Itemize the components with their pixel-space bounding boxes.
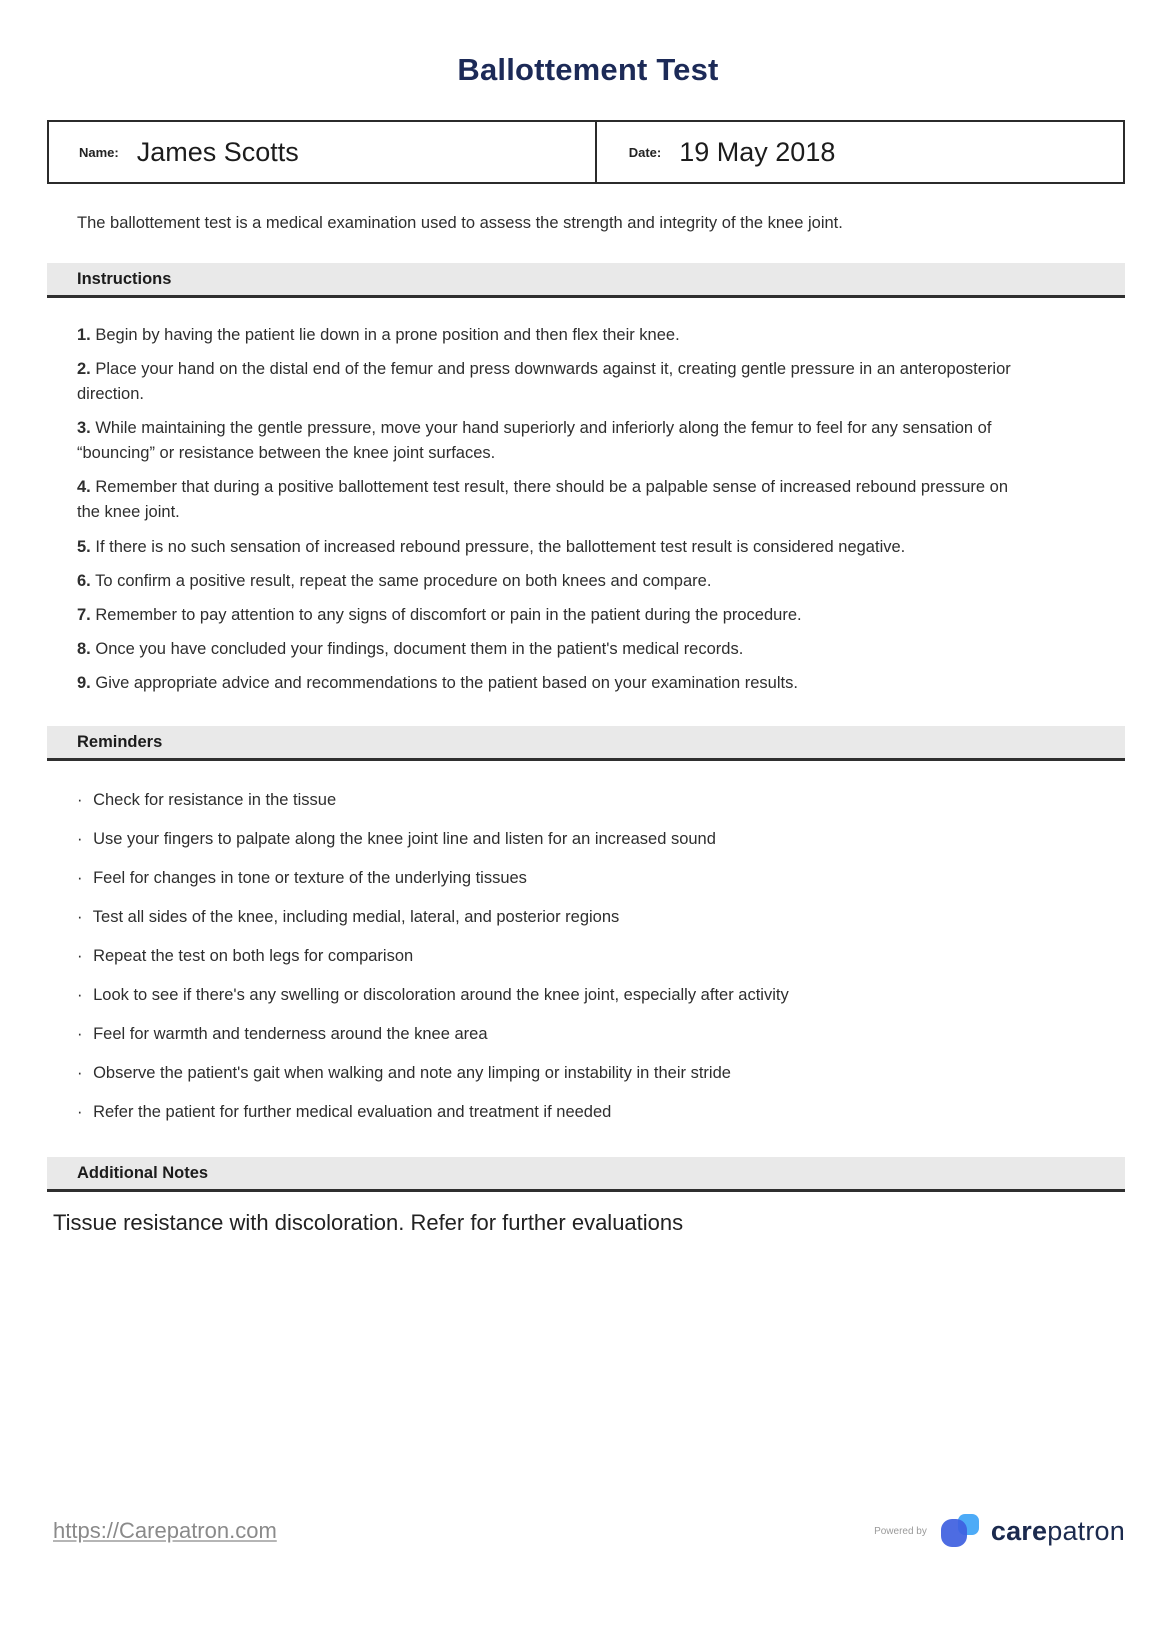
reminder-item <box>77 941 1030 971</box>
reminder-text: Repeat the test on both legs for comparison <box>93 947 414 965</box>
carepatron-wordmark <box>991 1516 1125 1547</box>
instruction-item <box>77 671 1030 696</box>
carepatron-brand <box>874 1514 1125 1548</box>
page-title: Ballottement Test <box>457 52 719 87</box>
instruction-text: If there is no such sensation of increased rebound pressure, the ballottement test result is considered negative. <box>95 537 906 556</box>
instructions-list <box>77 323 1030 696</box>
instruction-text: Begin by having the patient lie down in a prone position and then flex their knee. <box>95 326 680 344</box>
name-value: James Scotts <box>136 136 299 167</box>
reminder-text: Feel for changes in tone or texture of the underlying tissues <box>93 868 527 887</box>
instruction-text: Place your hand on the distal end of the femur and press downwards against it, creating gentle pressure in an anteroposterior direction. <box>77 360 1011 404</box>
reminder-item <box>77 902 1030 932</box>
instruction-number: 4. <box>77 478 91 497</box>
date-label: Date: <box>628 144 662 160</box>
instruction-number: 1. <box>77 326 91 344</box>
instruction-text: Remember to pay attention to any signs of discomfort or pain in the patient during the procedure. <box>95 605 802 624</box>
instruction-text: Give appropriate advice and recommendations to the patient based on your examination results. <box>95 673 798 692</box>
reminder-text: Refer the patient for further medical evaluation and treatment if needed <box>93 1103 612 1122</box>
instruction-text: To confirm a positive result, repeat the same procedure on both knees and compare. <box>95 571 712 590</box>
patient-info-table <box>47 120 1125 184</box>
reminder-text: Check for resistance in the tissue <box>93 790 337 809</box>
intro-paragraph: The ballottement test is a medical examination used to assess the strength and integrity of the knee joint. <box>77 214 843 232</box>
reminder-item <box>77 980 1030 1010</box>
instruction-number: 3. <box>77 419 91 438</box>
reminder-item <box>77 1097 1030 1127</box>
section-heading-additional-notes: Additional Notes <box>47 1157 1125 1192</box>
instruction-item <box>77 323 1030 348</box>
bullet-icon: · <box>77 1025 83 1044</box>
bullet-icon: · <box>77 868 83 887</box>
reminder-item <box>77 824 1030 854</box>
instruction-item <box>77 416 1030 466</box>
instruction-number: 6. <box>77 571 91 590</box>
bullet-icon: · <box>77 947 83 965</box>
brand-care: care <box>990 1515 1048 1546</box>
instruction-item <box>77 637 1030 662</box>
bullet-icon: · <box>77 1064 83 1083</box>
name-field <box>49 122 597 182</box>
reminder-text: Observe the patient's gait when walking and note any limping or instability in their stride <box>93 1064 731 1083</box>
additional-notes-text: Tissue resistance with discoloration. Refer for further evaluations <box>53 1210 684 1236</box>
bullet-icon: · <box>77 1103 83 1122</box>
powered-by-label: Powered by <box>874 1525 927 1537</box>
date-value: 19 May 2018 <box>679 136 836 167</box>
instruction-item <box>77 603 1030 628</box>
instruction-item <box>77 535 1030 560</box>
bullet-icon: · <box>77 986 83 1005</box>
reminder-text: Test all sides of the knee, including medial, lateral, and posterior regions <box>92 907 620 926</box>
bullet-icon: · <box>77 829 83 848</box>
bullet-icon: · <box>77 907 83 926</box>
instruction-text: Remember that during a positive ballottement test result, there should be a palpable sense of increased rebound pressure on the knee joint. <box>77 478 1008 522</box>
reminder-text: Feel for warmth and tenderness around the knee area <box>93 1025 488 1044</box>
instruction-number: 5. <box>77 537 91 556</box>
page-footer <box>53 1505 1125 1557</box>
brand-patron: patron <box>1047 1515 1125 1546</box>
reminders-list <box>77 785 1030 1127</box>
date-field <box>597 122 1123 182</box>
instruction-number: 9. <box>77 673 91 692</box>
carepatron-link[interactable]: https://Carepatron.com <box>53 1518 277 1543</box>
instruction-number: 2. <box>77 360 91 379</box>
instruction-number: 8. <box>77 639 91 658</box>
reminder-item <box>77 1058 1030 1088</box>
section-heading-reminders: Reminders <box>47 726 1125 761</box>
instruction-text: Once you have concluded your findings, document them in the patient's medical records. <box>95 639 744 658</box>
instruction-item <box>77 475 1030 525</box>
instruction-item <box>77 357 1030 407</box>
reminder-item <box>77 785 1030 815</box>
name-label: Name: <box>79 144 119 160</box>
instruction-item <box>77 569 1030 594</box>
instruction-number: 7. <box>77 605 91 624</box>
carepatron-logo-icon <box>941 1514 981 1548</box>
reminder-text: Look to see if there's any swelling or discoloration around the knee joint, especially after activity <box>93 986 789 1005</box>
instruction-text: While maintaining the gentle pressure, move your hand superiorly and inferiorly along the femur to feel for any sensation of “bouncing” or resistance between the knee joint surfaces. <box>77 419 992 463</box>
bullet-icon: · <box>77 790 83 809</box>
section-heading-instructions: Instructions <box>47 263 1125 298</box>
reminder-text: Use your fingers to palpate along the knee joint line and listen for an increased sound <box>93 829 716 848</box>
reminder-item <box>77 1019 1030 1049</box>
reminder-item <box>77 863 1030 893</box>
